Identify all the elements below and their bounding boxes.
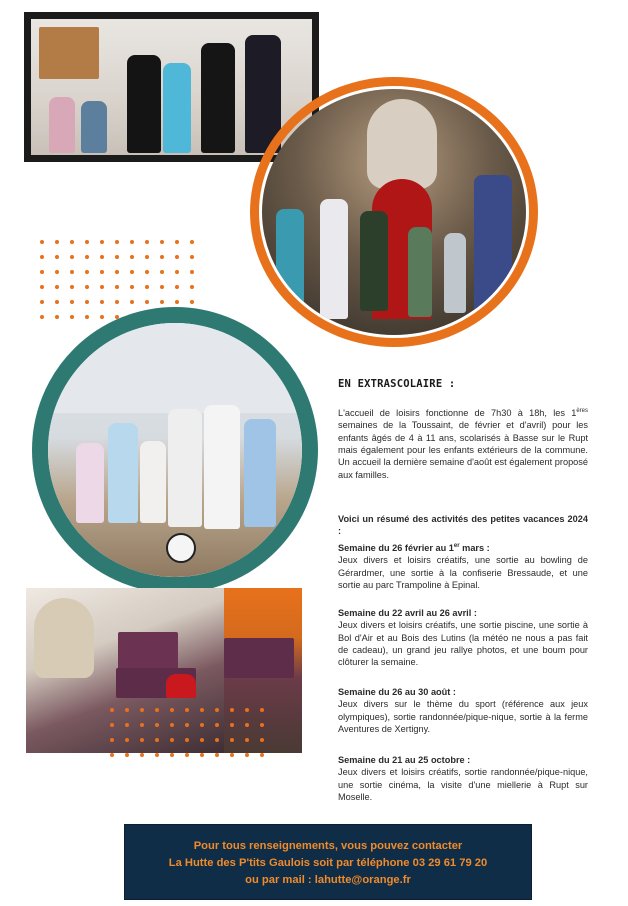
decorative-dot [200, 753, 204, 757]
decorative-dot [100, 240, 104, 244]
decorative-dot [140, 723, 144, 727]
contact-box [124, 824, 532, 900]
decorative-dot [175, 255, 179, 259]
decorative-dot [140, 708, 144, 712]
week-block-4: Semaine du 21 au 25 octobre : Jeux divers et loisirs créatifs, sortie randonnée/pique-nique, une sortie cinéma, la visite d'une miellerie à Rupt sur Moselle. [338, 755, 588, 802]
decorative-dot [155, 738, 159, 742]
decorative-dot [140, 738, 144, 742]
decorative-dot [170, 708, 174, 712]
decorative-dot [115, 285, 119, 289]
decorative-dot [245, 753, 249, 757]
decorative-dot [190, 285, 194, 289]
decorative-dot [55, 240, 59, 244]
decorative-dot [125, 738, 129, 742]
decorative-dot [70, 270, 74, 274]
decorative-dot [130, 255, 134, 259]
decorative-dot [130, 300, 134, 304]
contact-phone: 03 29 61 79 20 [412, 857, 488, 869]
decorative-dot [145, 255, 149, 259]
decorative-dot [155, 753, 159, 757]
decorative-dot [185, 753, 189, 757]
decorative-dot [55, 255, 59, 259]
decorative-dot [200, 738, 204, 742]
decorative-dot [175, 240, 179, 244]
decorative-dot [55, 285, 59, 289]
decorative-dot [245, 723, 249, 727]
decorative-dot [230, 723, 234, 727]
intro-paragraph: L'accueil de loisirs fonctionne de 7h30 à 18h, les 1ères semaines de la Toussaint, de février et d'avril) pour les enfants âgés de 4 à 11 ans, scolarisés à Basse sur le Rupt mais également pour les enfants extérieurs de la commune. Un accueil la dernière semaine d'août est également proposé aux familles. [338, 408, 588, 480]
decorative-dot [100, 285, 104, 289]
week-block-2: Semaine du 22 avril au 26 avril : Jeux divers et loisirs créatifs, une sortie piscine, une sortie à Bol d'Air et au Bois des Lutins (la météo ne nous a pas fait de cadeau), un grand jeu rallye photos, et une boum pour clôturer la semaine. [338, 608, 588, 668]
decorative-dot [160, 270, 164, 274]
decorative-dot [160, 240, 164, 244]
photo-skull-entrance-group [262, 89, 526, 335]
decorative-dot [155, 723, 159, 727]
decorative-dot [40, 315, 44, 319]
decorative-dot [85, 285, 89, 289]
decorative-dot [70, 285, 74, 289]
decorative-dot [85, 240, 89, 244]
decorative-dot [200, 708, 204, 712]
decorative-dot [100, 270, 104, 274]
decorative-dot [260, 738, 264, 742]
contact-line-2: La Hutte des P'tits Gaulois soit par téléphone 03 29 61 79 20 [168, 857, 488, 869]
decorative-dot [85, 315, 89, 319]
decorative-dot [175, 300, 179, 304]
decorative-dot [230, 738, 234, 742]
decorative-dot [170, 753, 174, 757]
decorative-dot [85, 300, 89, 304]
decorative-dot [115, 270, 119, 274]
decorative-dot [185, 723, 189, 727]
contact-line-1: Pour tous renseignements, vous pouvez contacter [193, 840, 463, 852]
decorative-dot [230, 753, 234, 757]
decorative-dot [145, 285, 149, 289]
decorative-dot [110, 753, 114, 757]
decorative-dot [175, 270, 179, 274]
decorative-dot [110, 708, 114, 712]
decorative-dot [245, 708, 249, 712]
decorative-dot [100, 315, 104, 319]
decorative-dot [85, 255, 89, 259]
section-title: EN EXTRASCOLAIRE : [338, 378, 456, 390]
decorative-dot [70, 255, 74, 259]
decorative-dot [160, 285, 164, 289]
decorative-dot [100, 255, 104, 259]
decorative-dot [175, 285, 179, 289]
decorative-dot [125, 708, 129, 712]
decorative-dot [145, 300, 149, 304]
decorative-dot [185, 708, 189, 712]
decorative-dot [190, 270, 194, 274]
decorative-dot [130, 270, 134, 274]
decorative-dot [215, 708, 219, 712]
decorative-dot [115, 240, 119, 244]
decorative-dot [160, 255, 164, 259]
decorative-dot [40, 285, 44, 289]
decorative-dot [260, 723, 264, 727]
decorative-dot [110, 738, 114, 742]
decorative-dot [190, 255, 194, 259]
week-block-1: Semaine du 26 février au 1er mars : Jeux divers et loisirs créatifs, une sortie au bowling de Gérardmer, une sortie à la confiserie Bressaude, et une sortie au parc Trampoline à Epinal. [338, 543, 588, 590]
decorative-dot [170, 738, 174, 742]
decorative-dot [145, 270, 149, 274]
decorative-dot [55, 300, 59, 304]
photo-children-tshirts [48, 323, 302, 577]
decorative-dot [115, 255, 119, 259]
decorative-dot [115, 300, 119, 304]
decorative-dot [85, 270, 89, 274]
decorative-dot [130, 285, 134, 289]
decorative-dot [40, 270, 44, 274]
decorative-dot [185, 738, 189, 742]
decorative-dot [260, 708, 264, 712]
decorative-dot [245, 738, 249, 742]
decorative-dot [200, 723, 204, 727]
decorative-dot [70, 240, 74, 244]
decorative-dot [100, 300, 104, 304]
decorative-dot [145, 240, 149, 244]
decorative-dot [130, 240, 134, 244]
decorative-dot [70, 300, 74, 304]
decorative-dot [125, 723, 129, 727]
decorative-dot [40, 255, 44, 259]
decorative-dot [215, 753, 219, 757]
decorative-dot [160, 300, 164, 304]
decorative-dot-grid-lower [110, 708, 270, 768]
decorative-dot [170, 723, 174, 727]
decorative-dot [125, 753, 129, 757]
decorative-dot [140, 753, 144, 757]
decorative-dot [260, 753, 264, 757]
decorative-dot [215, 738, 219, 742]
decorative-dot [40, 240, 44, 244]
decorative-dot [155, 708, 159, 712]
decorative-dot [70, 315, 74, 319]
week-block-3: Semaine du 26 au 30 août : Jeux divers sur le thème du sport (référence aux jeux olympiques), sortie randonnée/pique-nique, sortie à la ferme Aventures de Xertigny. [338, 687, 588, 734]
summary-heading: Voici un résumé des activités des petites vacances 2024 : [338, 514, 588, 537]
decorative-dot [55, 315, 59, 319]
decorative-dot [190, 300, 194, 304]
decorative-dot [110, 723, 114, 727]
decorative-dot [190, 240, 194, 244]
decorative-dot [40, 300, 44, 304]
decorative-dot [55, 270, 59, 274]
decorative-dot [230, 708, 234, 712]
decorative-dot [215, 723, 219, 727]
contact-line-3: ou par mail : lahutte@orange.fr [245, 874, 411, 886]
